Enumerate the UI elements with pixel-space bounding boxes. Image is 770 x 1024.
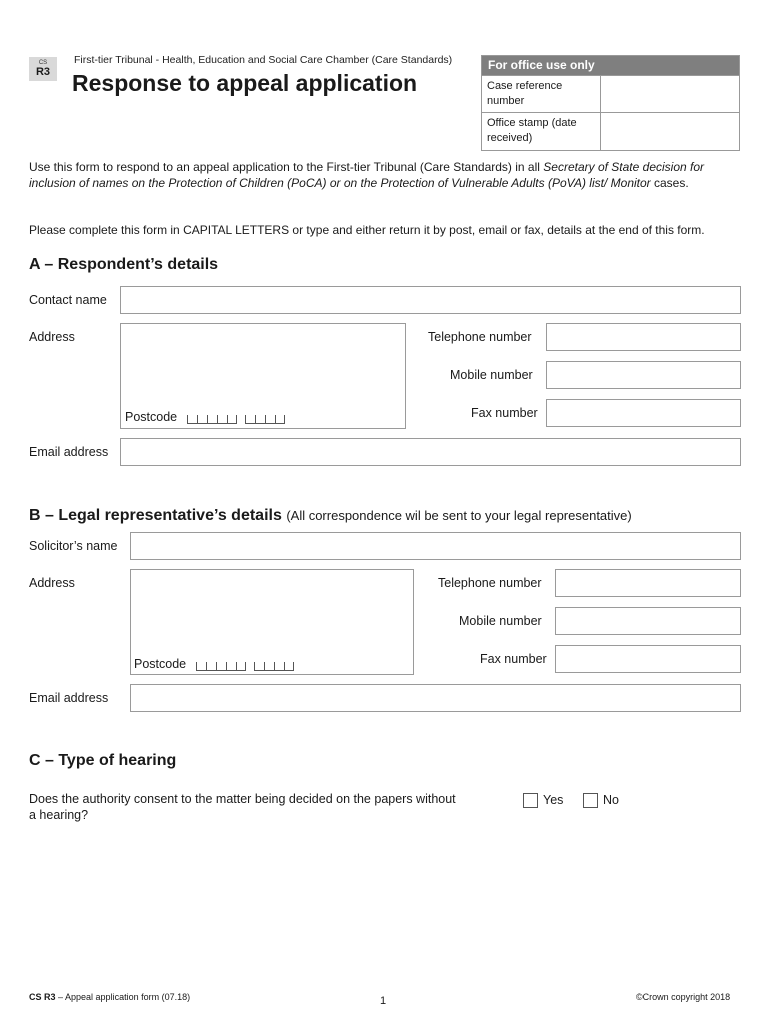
no-checkbox[interactable]	[583, 793, 598, 808]
a-mobile-field[interactable]	[546, 361, 741, 389]
b-email-label: Email address	[29, 691, 109, 705]
section-b-note: (All correspondence wil be sent to your legal representative)	[286, 508, 632, 523]
intro-text-italic: Secretary of State decision for inclusion of names on the Protection of Children (PoCA) or on the Protection of Vulnerable Adults (PoVA) list/ Monitor	[29, 160, 705, 190]
a-postcode-field[interactable]	[187, 410, 285, 424]
a-contact-name-field[interactable]	[120, 286, 741, 314]
office-stamp-row	[482, 112, 739, 152]
page-number: 1	[380, 995, 387, 1007]
a-postcode	[125, 410, 285, 424]
a-email-label: Email address	[29, 445, 109, 459]
intro-text-end: cases.	[650, 176, 689, 190]
form-code-badge	[29, 57, 57, 81]
badge-cs: CS	[38, 60, 48, 66]
section-b-title: B – Legal representative’s details	[29, 507, 282, 524]
office-stamp-field[interactable]	[601, 113, 739, 152]
footer-form-id	[29, 992, 190, 1002]
b-mobile-label: Mobile number	[459, 614, 542, 628]
instructions-paragraph: Please complete this form in CAPITAL LETTERS or type and either return it by post, email or fax, details at the end of this form.	[29, 223, 705, 237]
b-telephone-field[interactable]	[555, 569, 741, 597]
b-email-field[interactable]	[130, 684, 741, 712]
a-mobile-label: Mobile number	[450, 368, 533, 382]
a-telephone-label: Telephone number	[428, 330, 532, 344]
a-address-label: Address	[29, 330, 75, 344]
case-reference-field[interactable]	[601, 76, 739, 113]
footer-copyright: ©Crown copyright 2018	[636, 992, 731, 1002]
chamber-name: First-tier Tribunal - Health, Education and Social Care Chamber (Care Standards)	[74, 54, 453, 66]
b-telephone-label: Telephone number	[438, 576, 542, 590]
office-use-heading: For office use only	[482, 56, 739, 75]
b-fax-label: Fax number	[480, 652, 547, 666]
no-label: No	[603, 793, 619, 807]
yes-checkbox[interactable]	[523, 793, 538, 808]
badge-r3: R3	[35, 66, 51, 78]
a-telephone-field[interactable]	[546, 323, 741, 351]
hearing-question: Does the authority consent to the matter being decided on the papers without a hearing?	[29, 792, 456, 822]
b-solicitor-name-field[interactable]	[130, 532, 741, 560]
b-postcode	[134, 657, 294, 671]
a-email-field[interactable]	[120, 438, 741, 466]
footer-form-code: CS R3	[29, 992, 56, 1002]
a-postcode-label: Postcode	[125, 410, 178, 424]
section-c-heading: C – Type of hearing	[29, 752, 177, 769]
a-fax-label: Fax number	[471, 406, 538, 420]
b-postcode-label: Postcode	[134, 657, 187, 671]
footer-form-desc: – Appeal application form (07.18)	[55, 992, 191, 1002]
intro-paragraph	[29, 159, 741, 191]
section-b-heading	[29, 507, 632, 525]
yes-label: Yes	[543, 793, 564, 807]
page-title: Response to appeal application	[72, 70, 418, 96]
a-fax-field[interactable]	[546, 399, 741, 427]
b-address-label: Address	[29, 576, 75, 590]
intro-text-start: Use this form to respond to an appeal application to the First-tier Tribunal (Care Standards) in all	[29, 160, 544, 174]
office-stamp-label: Office stamp (date received)	[487, 117, 577, 144]
b-solicitor-name-label: Solicitor’s name	[29, 539, 118, 553]
office-use-box	[481, 55, 740, 151]
b-fax-field[interactable]	[555, 645, 741, 673]
case-reference-row	[482, 75, 739, 113]
case-reference-label: Case reference number	[487, 80, 563, 107]
b-postcode-field[interactable]	[196, 657, 294, 671]
section-a-heading: A – Respondent’s details	[29, 256, 219, 273]
b-mobile-field[interactable]	[555, 607, 741, 635]
a-contact-name-label: Contact name	[29, 293, 107, 307]
